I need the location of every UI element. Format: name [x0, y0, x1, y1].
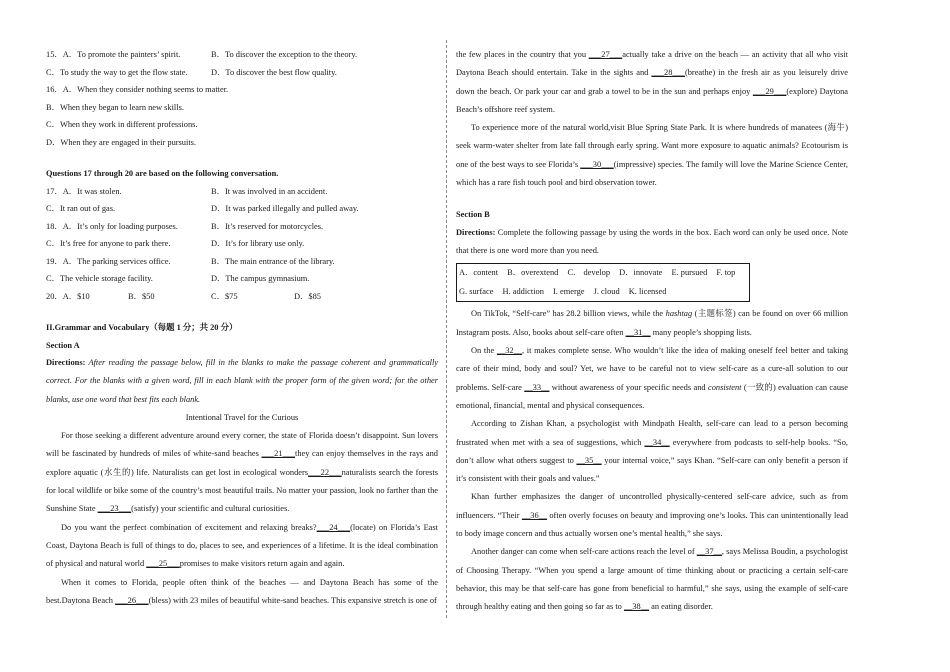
- blank-22: ___22___: [308, 467, 342, 477]
- question-number: 19．: [46, 256, 63, 266]
- question-20-row: [46, 288, 438, 306]
- blank-26: ___26___: [115, 595, 149, 605]
- word-option: K. licensed: [628, 286, 667, 296]
- blank-33: __33__: [524, 382, 550, 392]
- blank-37: __37__: [696, 547, 722, 557]
- question-number: 15．: [46, 50, 63, 59]
- passage-title: Intentional Travel for the Curious: [185, 412, 299, 422]
- question-18-row-1: [46, 218, 438, 236]
- paragraph-3: When it comes to Florida, people often think of the beaches — and Daytona Beach has some of the best.Daytona Beach ___26___(bless) with 23 miles of beautiful white-sand beaches. This expansive stretch is one of: [46, 577, 438, 605]
- paragraph-2: Do you want the perfect combination of excitement and relaxing breaks?___24___(locate) on Florida’s East Coast, Daytona Beach is full of things to do, places to see, and experiences of a lifetime. It is the ideal combination of physical and natural world ___25___promises to make visitors return again and again.: [46, 522, 438, 569]
- option-d: D．It’s for library use only.: [211, 239, 305, 248]
- passage-b-paragraph-5: Another danger can come when self-care actions reach the level of __37__, says Melissa Boudin, a psychologist of Choosing Therapy. “When you spend a large amount of time thinking about or practicing a certain self-care behavior, this may be that self-care has gone from beneficial to harmful,” she says, using the example of self-care through healthy eating and then going so far as to __38__ an eating disorder.: [456, 547, 848, 612]
- blank-34: __34__: [644, 437, 670, 447]
- option-a: A．The parking services office.: [62, 256, 171, 266]
- question-18-row-2: [46, 235, 438, 253]
- option-d: D．To discover the best flow quality.: [211, 67, 337, 77]
- blank-24: ___24___: [316, 522, 351, 532]
- option-a: A．$10: [62, 291, 90, 301]
- passage-b-paragraph-1: On TikTok, “Self-care” has 28.2 billion views, while the hashtag (主题标签) can be found on over 66 million Instagram posts. Also, books about self-care often __31__ many people’s shopping lists.: [456, 309, 848, 337]
- option-d: D．It was parked illegally and pulled away.: [211, 204, 359, 213]
- section-2-title: II.Grammar and Vocabulary（每题 1 分；共 20 分）: [46, 323, 238, 332]
- directions-b: [456, 224, 848, 261]
- word-option: B．overextend: [507, 268, 559, 278]
- right-column: [456, 46, 848, 617]
- blank-35: __35__: [576, 455, 602, 465]
- word-option: C． develop: [567, 268, 611, 278]
- option-c: C．The vehicle storage facility.: [46, 274, 153, 283]
- blank-32: __32__: [496, 346, 522, 356]
- option-a: A．It’s only for loading purposes.: [62, 221, 178, 231]
- blank-21: ___21___: [261, 449, 295, 459]
- directions-text: After reading the passage below, fill in the blanks to make the passage coherent and grammatically correct. For the blanks with a given word, fill in each blank with the proper form of the given word; for the other blanks, use one word that best fits each blank.: [46, 358, 438, 404]
- blank-28: ___28___: [651, 68, 685, 78]
- option-b: B．It’s reserved for motorcycles.: [211, 221, 324, 231]
- question-15-row-1: [46, 46, 438, 64]
- word-option: E. pursued: [671, 268, 708, 278]
- word-box: [456, 263, 750, 302]
- paragraph-4: To experience more of the natural world,visit Blue Spring State Park. It is where hundreds of manatees (海牛) seek warm-water shelter from late fall through early spring. Want more exposure to aquatic animals? Ecotourism is one of the best ways to see Florida’s ___30___(impressive) species. The family will love the Marine Science Center, which has a rare fish touch pool and bird observation tower.: [456, 123, 848, 188]
- question-16-b: B．When they began to learn new skills.: [46, 102, 184, 112]
- section-a-heading: Section A: [46, 340, 80, 350]
- blank-38: __38__: [623, 602, 650, 612]
- option-c: C．$75: [211, 291, 238, 301]
- word-option: I. emerge: [553, 286, 585, 296]
- word-option: J. cloud: [593, 286, 620, 296]
- question-16-a: [46, 81, 438, 99]
- word-option: A．content: [459, 268, 499, 278]
- question-17-row-2: [46, 200, 438, 218]
- option-c: C．It ran out of gas.: [46, 204, 116, 213]
- blank-27: ___27___: [588, 50, 623, 59]
- option-b: B．To discover the exception to the theory.: [211, 50, 358, 59]
- option-a: A．When they consider nothing seems to matter.: [62, 85, 229, 94]
- blank-23: ___23___: [97, 504, 132, 514]
- directions-a: [46, 354, 438, 409]
- word-box-row-2: [459, 283, 749, 302]
- word-box-row-1: [459, 264, 749, 283]
- directions-label: Directions:: [46, 358, 86, 367]
- word-option: G. surface: [459, 286, 494, 296]
- question-16-c: C．When they work in different professions.: [46, 120, 198, 129]
- paragraph-1: For those seeking a different adventure around every corner, the state of Florida doesn’t disappoint. Sun lovers will be fascinated by hundreds of miles of white-sand beaches ___21___they can enjoy themselves in the rays and explore aquatic (水生的) life. Naturalists can get lost in ecological wonders___22___naturalists search the forests for local wildlife or bike some of the country’s most beautiful trails. No matter your passion, look no farther than the Sunshine State ___23___(satisfy) your scientific and cultural curiosities.: [46, 431, 438, 514]
- left-column: [46, 46, 438, 610]
- passage-b-paragraph-4: Khan further emphasizes the danger of uncontrolled physically-centered self-care advice, such as from influencers. “Their __36__ often overly focuses on beauty and improving one’s looks. This can unintentionally lead to body image concern and thus actually worsen one’s mental health,” she says.: [456, 492, 849, 539]
- word-option: D．innovate: [619, 268, 663, 278]
- question-number: 17．: [46, 186, 63, 196]
- question-number: 20．: [46, 291, 63, 301]
- word-option: H. addiction: [502, 286, 544, 296]
- question-15-row-2: [46, 64, 438, 82]
- blank-25: ___25___: [146, 559, 180, 569]
- directions-label: Directions:: [456, 227, 496, 237]
- question-16-d: D．When they are engaged in their pursuits.: [46, 137, 197, 147]
- blank-30: ___30___: [580, 159, 614, 169]
- option-d: D．The campus gymnasium.: [211, 274, 310, 283]
- passage-b-paragraph-2: On the __32__, it makes complete sense. Who wouldn’t like the idea of making oneself feel better and taking care of their mind, body and soul? Yet, we have to be careful not to view self-care as a cure-all solution to our problems. Self-care __33__ without awareness of your specific needs and consistent (一致的) evaluation can cause emotional, financial, mental and physical consequences.: [456, 346, 849, 410]
- section-b-heading: Section B: [456, 210, 490, 220]
- directions-text: Complete the following passage by using the words in the box. Each word can only be used once. Note that there is one word more than you need.: [456, 227, 848, 256]
- blank-31: __31__: [625, 327, 651, 337]
- option-c: C．It’s free for anyone to park there.: [46, 239, 171, 248]
- question-number: 18．: [46, 221, 63, 231]
- passage-b-paragraph-3: According to Zishan Khan, a psychologist with Mindpath Health, self-care can lead to a person becoming frustrated when met with a sea of suggestions, which __34__ everywhere from podcasts to self-help books. “So, don’t allow what others suggest to __35__ your internal voice,” says Khan. “Self-care can only benefit a person if it’s consistent with their goals and values.”: [456, 419, 848, 484]
- option-b: B．It was involved in an accident.: [211, 186, 328, 196]
- option-b: B．$50: [128, 291, 155, 301]
- question-19-row-1: [46, 253, 438, 271]
- question-number: 16．: [46, 85, 63, 94]
- word-option: F. top: [716, 268, 736, 278]
- blank-29: ___29___: [752, 86, 787, 96]
- option-d: D．$85: [294, 291, 321, 301]
- option-c: C．To study the way to get the flow state.: [46, 67, 188, 77]
- option-a: A．To promote the painters’ spirit.: [62, 50, 181, 59]
- question-17-row-1: [46, 183, 438, 201]
- option-a: A．It was stolen.: [62, 186, 122, 196]
- question-19-row-2: [46, 270, 438, 288]
- column-divider: [446, 40, 447, 618]
- conversation-heading: Questions 17 through 20 are based on the following conversation.: [46, 169, 279, 178]
- option-b: B．The main entrance of the library.: [211, 256, 335, 266]
- paragraph-3-continued: the few places in the country that you ___27___actually take a drive on the beach — an activity that all who visit Daytona Beach should entertain. Take in the sights and ___28___(breathe) in the fresh air as you leisurely drive down the beach. Or park your car and grab a towel to be in the sun and perhaps enjoy ___29___(explore) Daytona Beach’s offshore reef system.: [456, 50, 848, 114]
- blank-36: __36__: [521, 510, 547, 520]
